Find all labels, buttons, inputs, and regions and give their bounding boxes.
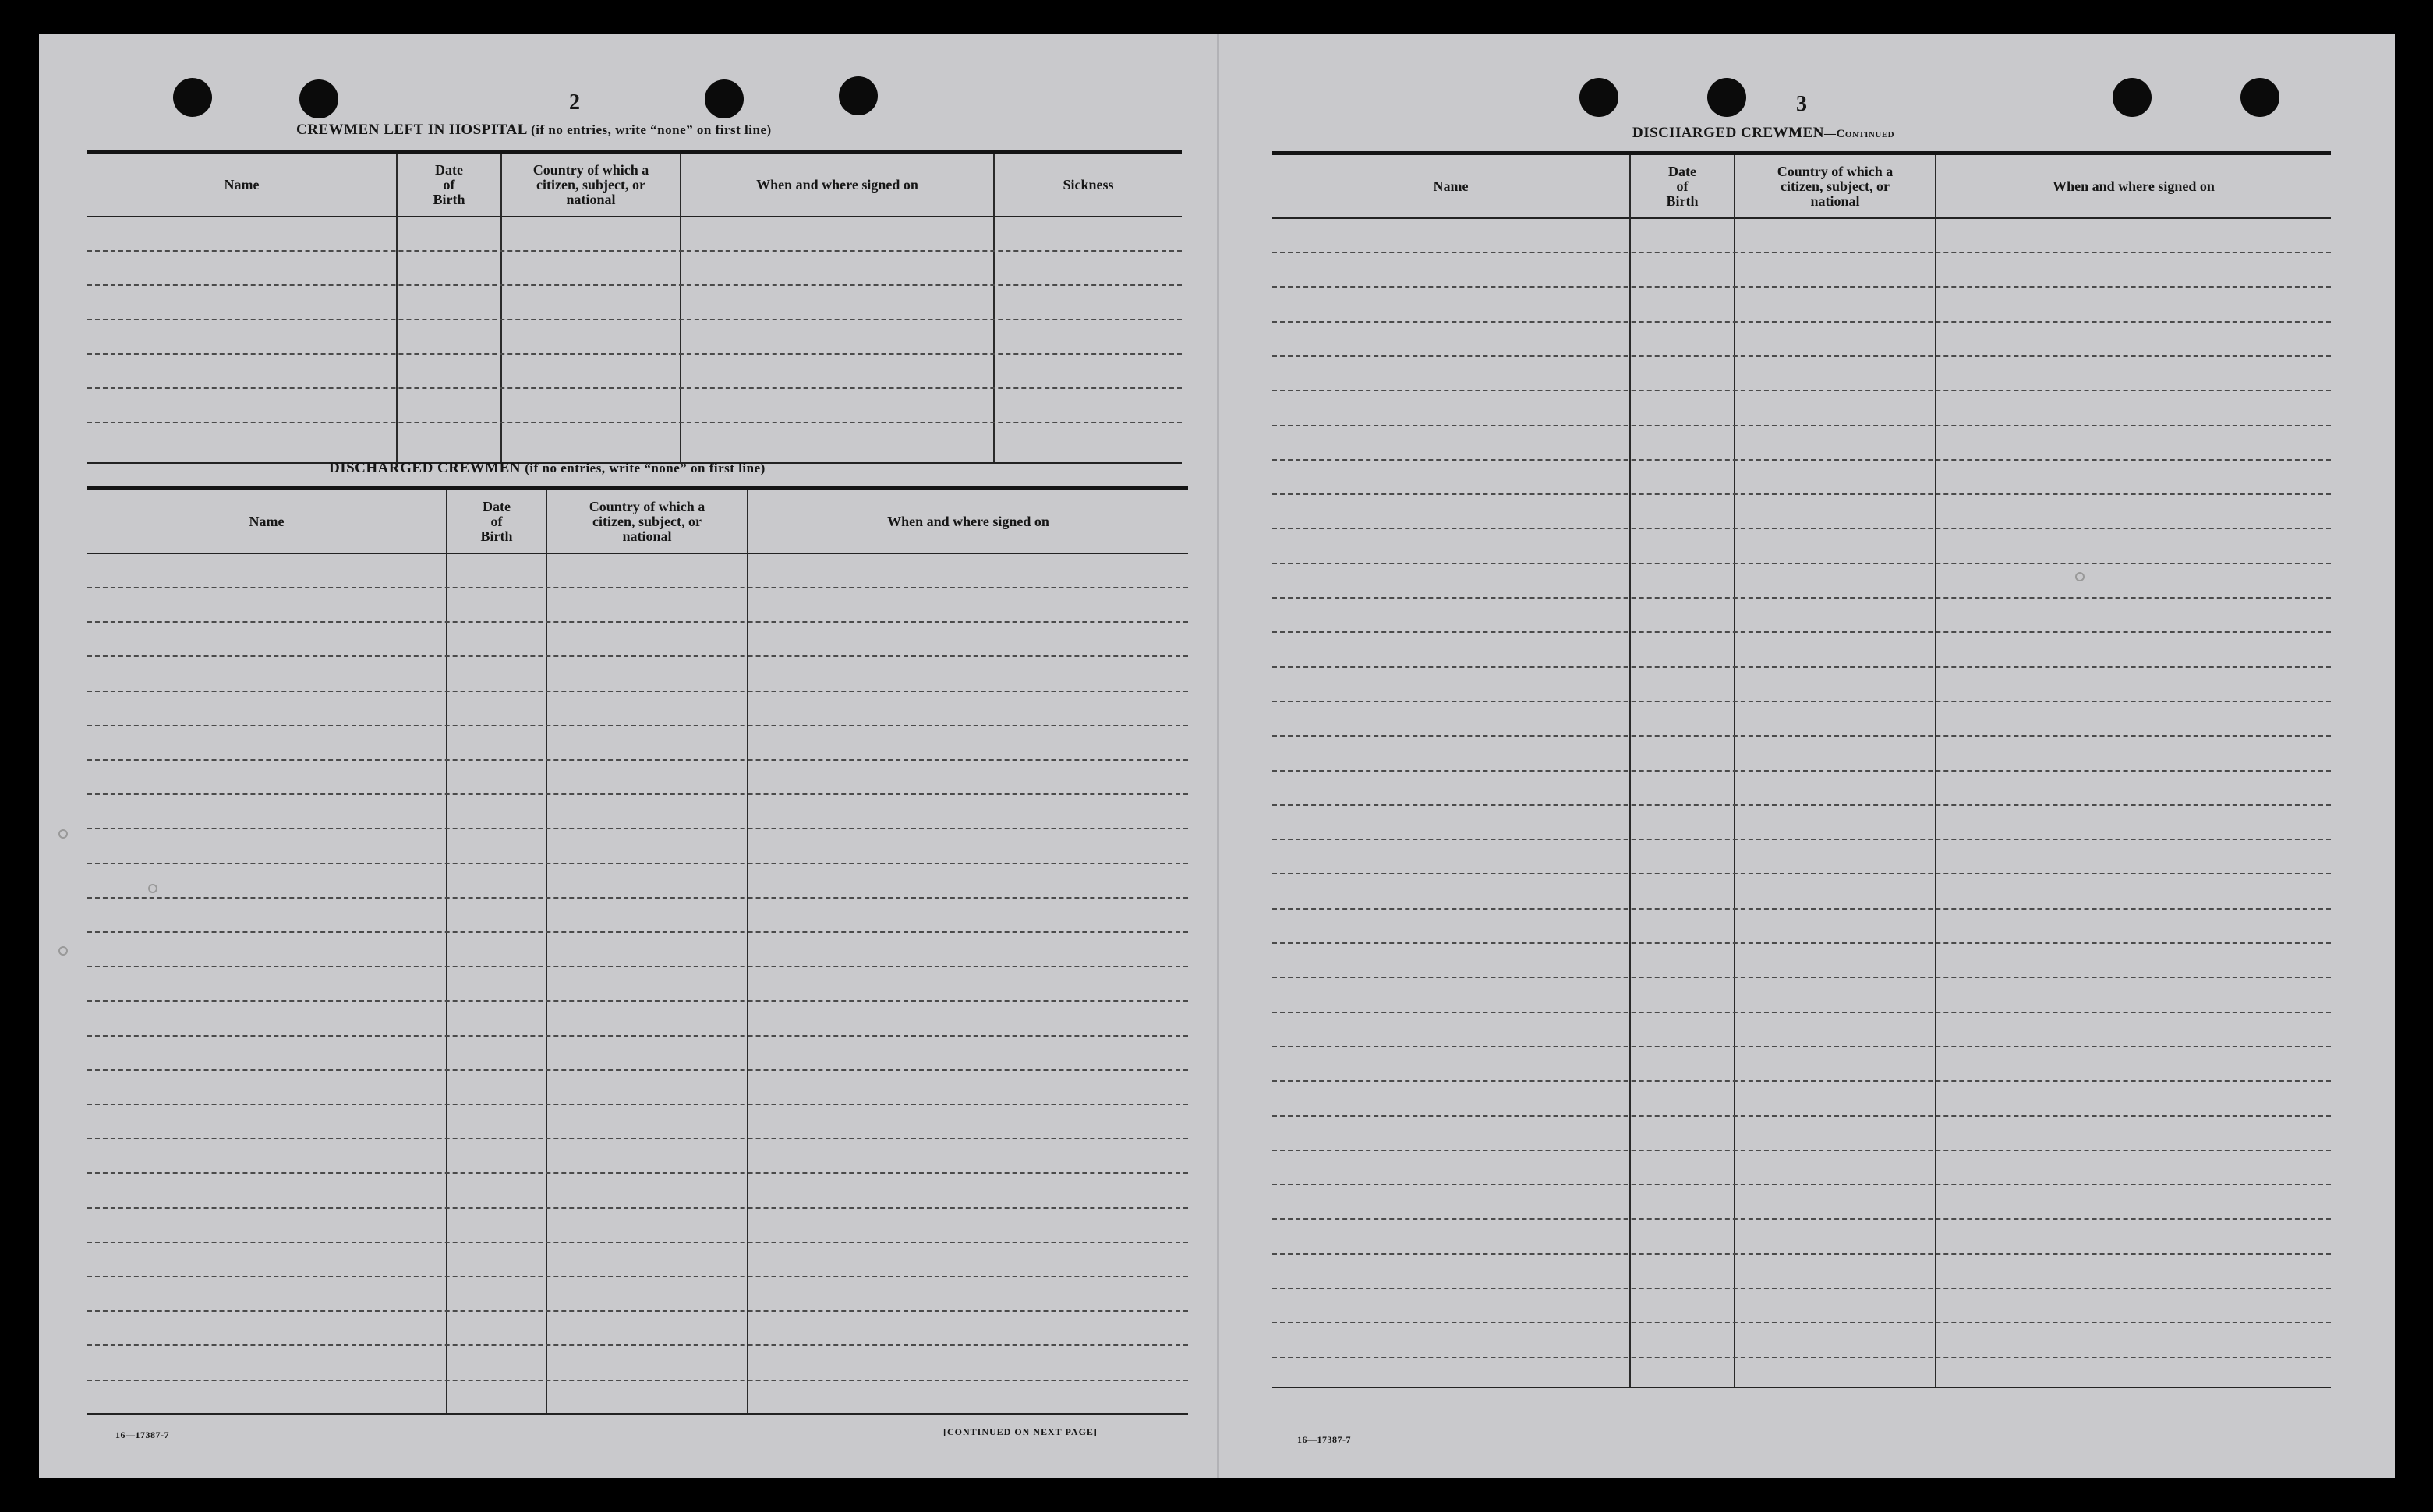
table-row: [1272, 1046, 2331, 1047]
table-row: [1272, 735, 2331, 737]
punch-hole: [1579, 78, 1618, 117]
table-row: [1272, 1115, 2331, 1117]
col-header-signed-on: When and where signed on: [756, 176, 918, 193]
table-row: [87, 863, 1188, 864]
punch-hole: [2240, 78, 2279, 117]
hospital-section-title: CREWMEN LEFT IN HOSPITAL (if no entries, write “none” on first line): [296, 122, 772, 138]
punch-hole: [839, 76, 878, 115]
column-divider: [1935, 155, 1936, 1388]
continued-note: [CONTINUED ON NEXT PAGE]: [943, 1426, 1098, 1437]
column-divider: [1734, 155, 1735, 1388]
form-code-right: 16—17387-7: [1297, 1434, 1351, 1445]
table-row: [1272, 355, 2331, 357]
column-divider: [680, 154, 681, 464]
discharged-section-title: DISCHARGED CREWMEN (if no entries, write “none” on first line): [329, 460, 766, 476]
page-number-left: 2: [569, 90, 580, 115]
table-row: [1272, 1184, 2331, 1185]
table-row: [87, 284, 1182, 286]
table-bottom-rule: [1272, 1387, 2331, 1388]
table-row: [87, 1035, 1188, 1037]
table-row: [1272, 1357, 2331, 1358]
col-header-date-of-birth: Date of Birth: [480, 498, 513, 544]
table-row: [87, 621, 1188, 623]
col-header-sickness: Sickness: [1063, 176, 1114, 193]
punch-hole: [705, 79, 744, 118]
table-row: [87, 1069, 1188, 1071]
page-number-right: 3: [1796, 92, 1807, 116]
table-row: [87, 353, 1182, 355]
col-header-country: Country of which a citizen, subject, or national: [1777, 163, 1894, 209]
table-row: [87, 250, 1182, 252]
table-row: [1272, 1012, 2331, 1013]
discharged-continued-table: [1272, 155, 2331, 1388]
table-row: [1272, 1218, 2331, 1220]
col-header-signed-on: When and where signed on: [2053, 178, 2215, 194]
column-divider: [993, 154, 995, 464]
document-sheet: [39, 34, 2395, 1478]
table-row: [87, 1104, 1188, 1105]
punch-hole: [1707, 78, 1746, 117]
table-row: [87, 587, 1188, 588]
column-divider: [1629, 155, 1631, 1388]
col-header-country: Country of which a citizen, subject, or national: [532, 161, 649, 207]
table-row: [87, 828, 1188, 829]
header-bottom-rule: [87, 216, 1182, 217]
table-row: [87, 1380, 1188, 1381]
table-row: [87, 319, 1182, 320]
col-header-date-of-birth: Date of Birth: [1666, 163, 1699, 209]
table-row: [87, 655, 1188, 657]
punch-hole: [173, 78, 212, 117]
table-row: [87, 725, 1188, 726]
table-row: [87, 387, 1182, 389]
table-row: [87, 793, 1188, 795]
table-row: [87, 1172, 1188, 1174]
table-row: [87, 1000, 1188, 1002]
paper-speck: [58, 946, 68, 956]
table-row: [1272, 425, 2331, 426]
discharged-continued-title: DISCHARGED CREWMEN—Continued: [1632, 125, 1895, 141]
table-bottom-rule: [87, 1413, 1188, 1415]
table-row: [87, 931, 1188, 933]
table-row: [1272, 528, 2331, 529]
column-divider: [396, 154, 398, 464]
table-row: [1272, 804, 2331, 806]
header-bottom-rule: [1272, 217, 2331, 219]
table-row: [87, 966, 1188, 967]
table-row: [1272, 563, 2331, 564]
table-row: [1272, 631, 2331, 633]
table-row: [1272, 977, 2331, 978]
form-code-left: 16—17387-7: [115, 1429, 169, 1440]
table-row: [1272, 493, 2331, 495]
page-fold: [1217, 34, 1219, 1478]
table-row: [87, 1138, 1188, 1139]
table-row: [1272, 1080, 2331, 1082]
table-row: [87, 1344, 1188, 1346]
column-divider: [500, 154, 502, 464]
col-header-name: Name: [224, 176, 260, 193]
col-header-country: Country of which a citizen, subject, or national: [589, 498, 705, 544]
punch-hole: [2113, 78, 2152, 117]
col-header-signed-on: When and where signed on: [887, 513, 1049, 529]
table-row: [1272, 701, 2331, 702]
table-row: [87, 1310, 1188, 1312]
col-header-name: Name: [1433, 178, 1469, 194]
table-row: [1272, 666, 2331, 668]
paper-speck: [58, 829, 68, 839]
hospital-table: [87, 154, 1182, 464]
discharged-table: [87, 490, 1188, 1415]
col-header-date-of-birth: Date of Birth: [433, 161, 465, 207]
table-row: [87, 691, 1188, 692]
table-row: [1272, 839, 2331, 840]
table-row: [1272, 1322, 2331, 1323]
table-row: [1272, 459, 2331, 461]
punch-hole: [299, 79, 338, 118]
table-row: [1272, 942, 2331, 944]
table-row: [1272, 390, 2331, 391]
table-row: [1272, 1288, 2331, 1289]
table-row: [1272, 908, 2331, 910]
table-row: [1272, 1150, 2331, 1151]
table-row: [87, 759, 1188, 761]
table-row: [1272, 286, 2331, 288]
table-row: [1272, 321, 2331, 323]
table-row: [87, 897, 1188, 899]
table-row: [87, 1276, 1188, 1277]
table-row: [1272, 252, 2331, 253]
table-row: [87, 1207, 1188, 1209]
table-row: [1272, 770, 2331, 772]
table-row: [1272, 597, 2331, 599]
col-header-name: Name: [249, 513, 285, 529]
header-bottom-rule: [87, 553, 1188, 554]
table-row: [1272, 873, 2331, 874]
table-row: [1272, 1253, 2331, 1255]
table-row: [87, 422, 1182, 423]
table-row: [87, 1242, 1188, 1243]
